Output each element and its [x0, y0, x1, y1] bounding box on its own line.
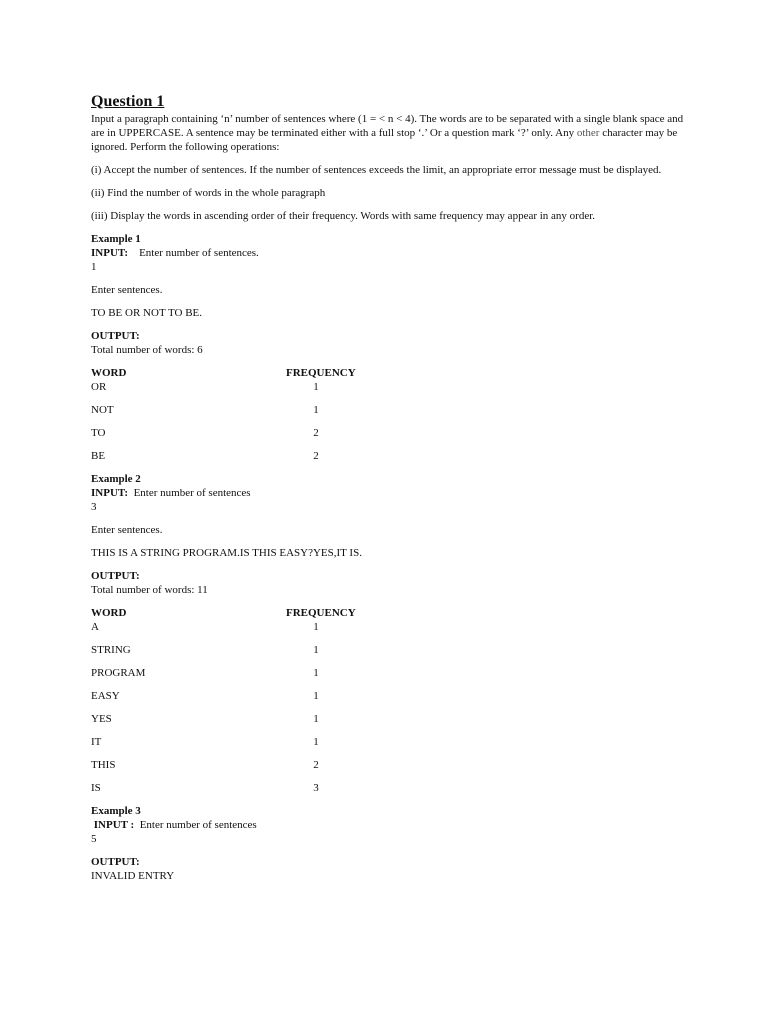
table-header [91, 366, 691, 380]
example-1-sentences: TO BE OR NOT TO BE. [91, 307, 203, 319]
example-1-input-label: INPUT: [91, 247, 129, 259]
frequency-cell: 2 [313, 759, 319, 771]
example-1-output-label: OUTPUT: [91, 330, 140, 342]
example-1-total: Total number of words: 6 [91, 344, 203, 356]
table-row [91, 735, 691, 749]
word-cell: NOT [91, 404, 114, 416]
example-1-input-line [91, 246, 691, 260]
table-row [91, 712, 691, 726]
table-row [91, 620, 691, 634]
word-cell: STRING [91, 644, 131, 656]
example-1-frequency-table [91, 366, 691, 463]
table-row [91, 449, 691, 463]
frequency-cell: 1 [313, 690, 319, 702]
word-cell: PROGRAM [91, 667, 146, 679]
frequency-cell: 1 [313, 404, 319, 416]
col-frequency-header: FREQUENCY [286, 607, 356, 619]
word-cell: EASY [91, 690, 120, 702]
intro-paragraph [91, 112, 691, 154]
table-row [91, 781, 691, 795]
example-3-input-label: INPUT : [93, 819, 135, 831]
table-row [91, 666, 691, 680]
example-2-input-line [91, 486, 691, 500]
frequency-cell: 1 [313, 736, 319, 748]
operation-1: (i) Accept the number of sentences. If the number of sentences exceeds the limit, an appropriate error message must be displayed. [91, 164, 662, 176]
example-3-output-value: INVALID ENTRY [91, 870, 175, 882]
frequency-cell: 3 [313, 782, 319, 794]
example-2-frequency-table [91, 606, 691, 795]
frequency-cell: 1 [313, 713, 319, 725]
example-2-sentences: THIS IS A STRING PROGRAM.IS THIS EASY?YES,IT IS. [91, 547, 362, 559]
document-page [91, 93, 691, 883]
table-row [91, 689, 691, 703]
col-word-header: WORD [91, 367, 127, 379]
example-3-input-prompt: Enter number of sentences [139, 819, 257, 831]
table-header [91, 606, 691, 620]
frequency-cell: 1 [313, 381, 319, 393]
table-row [91, 380, 691, 394]
example-3-title: Example 3 [91, 805, 141, 817]
example-2-input-prompt: Enter number of sentences [133, 487, 251, 499]
example-2-enter-sentences: Enter sentences. [91, 524, 163, 536]
example-2-input-label: INPUT: [91, 487, 129, 499]
intro-other: other [576, 127, 600, 139]
word-cell: BE [91, 450, 106, 462]
word-cell: A [91, 621, 99, 633]
word-cell: TO [91, 427, 106, 439]
table-row [91, 758, 691, 772]
frequency-cell: 1 [313, 667, 319, 679]
example-3-output-label: OUTPUT: [91, 856, 140, 868]
frequency-cell: 1 [313, 621, 319, 633]
operation-3: (iii) Display the words in ascending order of their frequency. Words with same frequency may appear in any order. [91, 210, 596, 222]
example-2-output-label: OUTPUT: [91, 570, 140, 582]
word-cell: OR [91, 381, 107, 393]
intro-rest: character may be ignored. Perform the following operations: [91, 127, 678, 153]
example-1-title: Example 1 [91, 233, 141, 245]
example-3-input-value: 5 [91, 833, 97, 845]
example-3-input-line [91, 818, 691, 832]
col-frequency-header: FREQUENCY [286, 367, 356, 379]
example-2-input-value: 3 [91, 501, 97, 513]
table-row [91, 403, 691, 417]
word-cell: IS [91, 782, 101, 794]
word-cell: IT [91, 736, 102, 748]
example-1-input-value: 1 [91, 261, 97, 273]
example-2-total: Total number of words: 11 [91, 584, 208, 596]
example-1-enter-sentences: Enter sentences. [91, 284, 163, 296]
example-1-input-prompt: Enter number of sentences. [139, 247, 259, 259]
example-2-title: Example 2 [91, 473, 141, 485]
question-title: Question 1 [91, 93, 165, 110]
frequency-cell: 1 [313, 644, 319, 656]
table-row [91, 426, 691, 440]
word-cell: YES [91, 713, 112, 725]
frequency-cell: 2 [313, 427, 319, 439]
col-word-header: WORD [91, 607, 127, 619]
intro-main: Input a paragraph containing ‘n’ number of sentences where (1 = < n < 4). The words are to be separated with a single blank space and are in UPPERCASE. A sentence may be terminated either with a full stop ‘.’ Or a question mark ‘?’ only. Any [91, 113, 684, 139]
word-cell: THIS [91, 759, 116, 771]
frequency-cell: 2 [313, 450, 319, 462]
table-row [91, 643, 691, 657]
operation-2: (ii) Find the number of words in the whole paragraph [91, 187, 326, 199]
